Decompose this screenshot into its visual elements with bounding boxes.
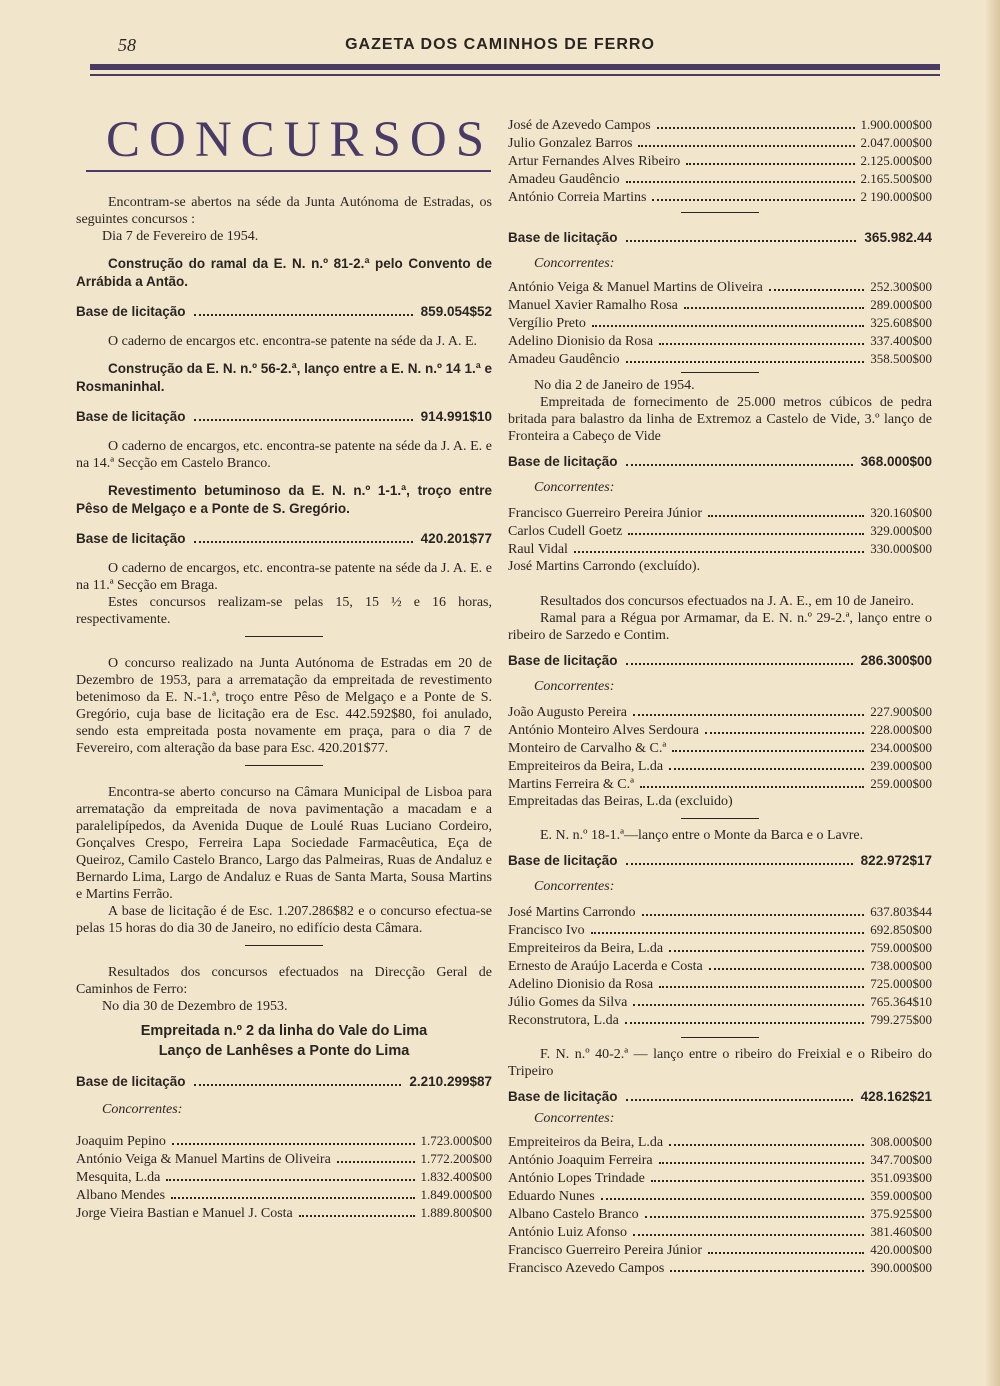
bidder-list xyxy=(508,703,932,810)
annulment-paragraph: O concurso realizado na Junta Autónoma de Estradas em 20 de Dezembro de 1953, para a arrematação da empreitada de revestimento betenimoso da E. N.-1.ª, troço entre Pêso de Melgaço e a Ponte de S. Gregório, cuja base de licitação era de Esc. 442.592$80, foi anulado, sendo esta empreitada posta novamente em praça, para o dia 7 de Fevereiro, com alteração da base para Esc. 420.201$77. xyxy=(76,656,492,756)
bidder-name: António Joaquim Ferreira xyxy=(508,1153,653,1168)
bidders-label: Concorrentes: xyxy=(534,679,615,694)
bid-value: 1.900.000$00 xyxy=(860,117,932,132)
bidder-name: Amadeu Gaudêncio xyxy=(508,352,620,367)
bidder-name: José Martins Carrondo xyxy=(508,905,636,920)
bid-value: 337.400$00 xyxy=(870,333,932,348)
bidder-row xyxy=(508,703,932,721)
right-column xyxy=(508,116,932,1277)
tender-1-title: Construção do ramal da E. N. n.º 81-2.ª pelo Convento de Arrábida a Antão. xyxy=(76,256,492,289)
bid-value: 234.000$00 xyxy=(870,740,932,755)
bid-value: 358.500$00 xyxy=(870,351,932,366)
base-value: 420.201$77 xyxy=(420,531,492,546)
base-label: Base de licitação xyxy=(76,1074,186,1089)
bidder-name: Manuel Xavier Ramalho Rosa xyxy=(508,298,678,313)
tender-base xyxy=(508,1088,932,1106)
bidder-name: João Augusto Pereira xyxy=(508,705,627,720)
bidder-row xyxy=(76,1204,492,1222)
bid-value: 289.000$00 xyxy=(870,297,932,312)
bidder-row xyxy=(508,1133,932,1151)
base-value: 368.000$00 xyxy=(860,454,932,469)
bidder-row xyxy=(508,757,932,775)
date-line: No dia 2 de Janeiro de 1954. xyxy=(534,378,695,393)
bid-value: 390.000$00 xyxy=(870,1260,932,1275)
bidder-list xyxy=(508,504,932,575)
bidder-row xyxy=(508,739,932,757)
intro-date: Dia 7 de Fevereiro de 1954. xyxy=(102,229,259,244)
bidder-list xyxy=(508,278,932,368)
bid-value: 329.000$00 xyxy=(870,523,932,538)
bid-value: 252.300$00 xyxy=(870,279,932,294)
bidder-row xyxy=(508,1169,932,1187)
bid-value: 2.165.500$00 xyxy=(860,171,932,186)
base-label: Base de licitação xyxy=(508,853,618,868)
bid-value: 227.900$00 xyxy=(870,704,932,719)
bid-value: 330.000$00 xyxy=(870,541,932,556)
results-intro: Resultados dos concursos efectuados na Direcção Geral de Caminhos de Ferro: xyxy=(76,965,492,997)
bid-value: 1.849.000$00 xyxy=(420,1187,492,1202)
bidder-name: Adelino Dionisio da Rosa xyxy=(508,977,654,992)
bidder-name: Empreiteiros da Beira, L.da xyxy=(508,941,664,956)
bidder-list xyxy=(508,903,932,1029)
base-value: 2.210.299$87 xyxy=(409,1074,492,1089)
tender-base xyxy=(508,229,932,247)
bidder-row xyxy=(508,975,932,993)
bidder-row xyxy=(508,1187,932,1205)
tender-2-base xyxy=(76,408,492,426)
tender-3-title: Revestimento betuminoso da E. N. n.º 1-1.ª, troço entre Pêso de Melgaço e a Ponte de S. Gregório. xyxy=(76,483,492,516)
bidder-name: Martins Ferreira & C.ª xyxy=(508,777,634,792)
bid-value: 259.000$00 xyxy=(870,776,932,791)
bidder-name: Empreiteiros da Beira, L.da xyxy=(508,759,664,774)
bid-value: 320.160$00 xyxy=(870,505,932,520)
bidder-row xyxy=(508,332,932,350)
bidder-name: Joaquim Pepino xyxy=(76,1134,166,1149)
base-value: 914.991$10 xyxy=(420,409,492,424)
tender-1-text: O caderno de encargos etc. encontra-se patente na séde da J. A. E. xyxy=(108,334,478,349)
contract-description: E. N. n.º 18-1.ª—lanço entre o Monte da Barca e o Lavre. xyxy=(540,828,864,843)
contract-title-2: Lanço de Lanhêses a Ponte do Lima xyxy=(158,1043,410,1059)
bidder-row xyxy=(508,1259,932,1277)
page-edge-shadow xyxy=(986,0,1000,1386)
bidder-name: António Veiga & Manuel Martins de Oliveira xyxy=(508,280,763,295)
left-column xyxy=(76,112,492,1222)
bidder-row xyxy=(508,721,932,739)
bid-value: 1.723.000$00 xyxy=(420,1133,492,1148)
bid-value: 359.000$00 xyxy=(870,1188,932,1203)
bidder-list xyxy=(508,116,932,206)
tender-base xyxy=(508,652,932,670)
header-rule-thin xyxy=(90,74,940,76)
bidder-row xyxy=(508,957,932,975)
bid-value: 738.000$00 xyxy=(870,958,932,973)
bidder-name: Artur Fernandes Alves Ribeiro xyxy=(508,154,681,169)
bidder-row xyxy=(508,116,932,134)
tender-3-text: O caderno de encargos, etc. encontra-se patente na séde da J. A. E. e na 11.ª Secção em Braga. xyxy=(76,561,492,593)
bidder-row xyxy=(508,504,932,522)
bidder-name: Francisco Ivo xyxy=(508,923,585,938)
excluded-bidder: Empreitadas das Beiras, L.da (excluido) xyxy=(508,794,733,809)
bidder-row xyxy=(508,188,932,206)
bidder-row xyxy=(76,1168,492,1186)
bidders-label: Concorrentes: xyxy=(534,480,615,495)
contract-description: F. N. n.º 40-2.ª — lanço entre o ribeiro do Freixial e o Ribeiro do Tripeiro xyxy=(508,1047,932,1079)
bidder-name: Mesquita, L.da xyxy=(76,1170,161,1185)
bid-value: 692.850$00 xyxy=(870,922,932,937)
contract-description: Ramal para a Régua por Armamar, da E. N. n.º 29-2.ª, lanço entre o ribeiro de Sarzedo e Contim. xyxy=(508,611,932,643)
bidder-name: António Lopes Trindade xyxy=(508,1171,645,1186)
lisboa-paragraph-2: A base de licitação é de Esc. 1.207.286$82 e o concurso efectua-se pelas 15 horas do dia 30 de Janeiro, no edifício desta Câmara. xyxy=(76,904,492,936)
base-value: 822.972$17 xyxy=(860,853,932,868)
bidder-name: António Monteiro Alves Serdoura xyxy=(508,723,699,738)
lisboa-paragraph: Encontra-se aberto concurso na Câmara Municipal de Lisboa para arrematação da empreitada de nova pavimentação a macadam e a paralelipípedos, da Avenida Duque de Loulé Ruas Luciano Cordeiro, Gonçalves Crespo, Ferreira Lapa Sociedade Farmacêutica, Eça de Queiroz, Camilo Castelo Branco, Largo das Palmeiras, Ruas de Andaluz e Bernardo Lima, Largo de Andaluz e Ruas de Santa Marta, Sousa Martins e Martins Ferrão. xyxy=(76,785,492,902)
bidder-name: Amadeu Gaudêncio xyxy=(508,172,620,187)
page-number: 58 xyxy=(118,35,136,55)
bidder-row xyxy=(508,152,932,170)
contract-base xyxy=(76,1073,492,1091)
bidder-row xyxy=(508,1205,932,1223)
bidders-label: Concorrentes: xyxy=(534,256,615,271)
results-date: No dia 30 de Dezembro de 1953. xyxy=(102,999,288,1014)
journal-title: GAZETA DOS CAMINHOS DE FERRO xyxy=(345,36,655,53)
bidder-name: Monteiro de Carvalho & C.ª xyxy=(508,741,667,756)
bid-value: 2.047.000$00 xyxy=(860,135,932,150)
tender-2-text: O caderno de encargos, etc. encontra-se patente na séde da J. A. E. e na 14.ª Secção em Castelo Branco. xyxy=(76,439,492,471)
bidder-row xyxy=(508,921,932,939)
section-title: CONCURSOS xyxy=(106,112,494,168)
base-label: Base de licitação xyxy=(76,531,186,546)
bid-value: 239.000$00 xyxy=(870,758,932,773)
bid-value: 2 190.000$00 xyxy=(860,189,932,204)
bidder-row xyxy=(508,939,932,957)
bidder-name: Francisco Guerreiro Pereira Júnior xyxy=(508,506,702,521)
bidder-name: Albano Mendes xyxy=(76,1188,166,1203)
bid-value: 381.460$00 xyxy=(870,1224,932,1239)
bidder-name: Carlos Cudell Goetz xyxy=(508,524,623,539)
bidders-label: Concorrentes: xyxy=(534,879,615,894)
bid-value: 759.000$00 xyxy=(870,940,932,955)
bidders-label: Concorrentes: xyxy=(102,1102,183,1117)
bidder-row xyxy=(508,1241,932,1259)
bidder-name: Jorge Vieira Bastian e Manuel J. Costa xyxy=(76,1206,293,1221)
bidder-row xyxy=(76,1186,492,1204)
bidder-name: Albano Castelo Branco xyxy=(508,1207,639,1222)
base-label: Base de licitação xyxy=(508,454,618,469)
base-label: Base de licitação xyxy=(508,230,618,245)
bidder-name: Adelino Dionisio da Rosa xyxy=(508,334,654,349)
intro-text: Encontram-se abertos na séde da Junta Autónoma de Estradas, os seguintes concursos : xyxy=(76,195,492,227)
bidder-name: José de Azevedo Campos xyxy=(508,118,651,133)
bidder-row xyxy=(508,1223,932,1241)
bid-value: 325.608$00 xyxy=(870,315,932,330)
base-value: 428.162$21 xyxy=(860,1089,932,1104)
bidder-name: Eduardo Nunes xyxy=(508,1189,595,1204)
bidder-name: Raul Vidal xyxy=(508,542,568,557)
bidder-row xyxy=(508,170,932,188)
bidder-name: Ernesto de Araújo Lacerda e Costa xyxy=(508,959,703,974)
bidder-row xyxy=(508,1151,932,1169)
bid-value: 2.125.000$00 xyxy=(860,153,932,168)
bidder-name: António Veiga & Manuel Martins de Oliveira xyxy=(76,1152,331,1167)
tender-3-base xyxy=(76,530,492,548)
bid-value: 351.093$00 xyxy=(870,1170,932,1185)
bidder-list xyxy=(508,1133,932,1277)
bid-value: 1.889.800$00 xyxy=(420,1205,492,1220)
bid-value: 765.364$10 xyxy=(870,994,932,1009)
base-label: Base de licitação xyxy=(508,653,618,668)
header-rule xyxy=(90,64,940,70)
bidder-row xyxy=(508,350,932,368)
base-label: Base de licitação xyxy=(76,304,186,319)
base-value: 365.982.44 xyxy=(864,230,932,245)
bid-value: 228.000$00 xyxy=(870,722,932,737)
bidder-name: Julio Gonzalez Barros xyxy=(508,136,633,151)
tender-2-title: Construção da E. N. n.º 56-2.ª, lanço entre a E. N. n.º 14 1.ª e Rosmaninhal. xyxy=(76,361,492,394)
excluded-bidder: José Martins Carrondo (excluído). xyxy=(508,559,701,574)
bidder-row xyxy=(76,1150,492,1168)
bidders-label: Concorrentes: xyxy=(534,1111,615,1126)
base-label: Base de licitação xyxy=(76,409,186,424)
bidder-row xyxy=(508,522,932,540)
bidder-row xyxy=(508,775,932,793)
contract-title-1: Empreitada n.º 2 da linha do Vale do Lima xyxy=(140,1023,428,1039)
base-label: Base de licitação xyxy=(508,1089,618,1104)
bid-value: 347.700$00 xyxy=(870,1152,932,1167)
bid-value: 308.000$00 xyxy=(870,1134,932,1149)
bid-value: 799.275$00 xyxy=(870,1012,932,1027)
tender-base xyxy=(508,852,932,870)
bid-value: 375.925$00 xyxy=(870,1206,932,1221)
bid-value: 420.000$00 xyxy=(870,1242,932,1257)
jae-results-intro: Resultados dos concursos efectuados na J. A. E., em 10 de Janeiro. xyxy=(540,594,915,609)
bidder-row xyxy=(508,278,932,296)
bidder-name: Francisco Azevedo Campos xyxy=(508,1261,665,1276)
bid-value: 1.832.400$00 xyxy=(420,1169,492,1184)
bidder-name: António Luiz Afonso xyxy=(508,1225,627,1240)
bidder-row xyxy=(508,903,932,921)
base-value: 286.300$00 xyxy=(860,653,932,668)
bidder-row xyxy=(508,296,932,314)
bidder-name: Júlio Gomes da Silva xyxy=(508,995,628,1010)
bidder-row xyxy=(508,540,932,558)
base-value: 859.054$52 xyxy=(420,304,492,319)
tender-1-base xyxy=(76,303,492,321)
bidder-name: Vergílio Preto xyxy=(508,316,586,331)
bid-value: 637.803$44 xyxy=(870,904,932,919)
tender-schedule: Estes concursos realizam-se pelas 15, 15 ½ e 16 horas, respectivamente. xyxy=(76,595,492,627)
bidder-name: Empreiteiros da Beira, L.da xyxy=(508,1135,664,1150)
bidder-name: Reconstrutora, L.da xyxy=(508,1013,619,1028)
bidder-name: António Correia Martins xyxy=(508,190,647,205)
bidder-list xyxy=(76,1132,492,1222)
bid-value: 725.000$00 xyxy=(870,976,932,991)
bid-value: 1.772.200$00 xyxy=(420,1151,492,1166)
contract-description: Empreitada de fornecimento de 25.000 metros cúbicos de pedra britada para balastro da linha de Extremoz a Castelo de Vide, 3.º lanço de Fronteira a Cabeço de Vide xyxy=(508,395,932,444)
bidder-row xyxy=(76,1132,492,1150)
tender-base xyxy=(508,453,932,471)
bidder-row xyxy=(508,1011,932,1029)
bidder-row xyxy=(508,134,932,152)
bidder-name: Francisco Guerreiro Pereira Júnior xyxy=(508,1243,702,1258)
bidder-row xyxy=(508,314,932,332)
bidder-row xyxy=(508,993,932,1011)
